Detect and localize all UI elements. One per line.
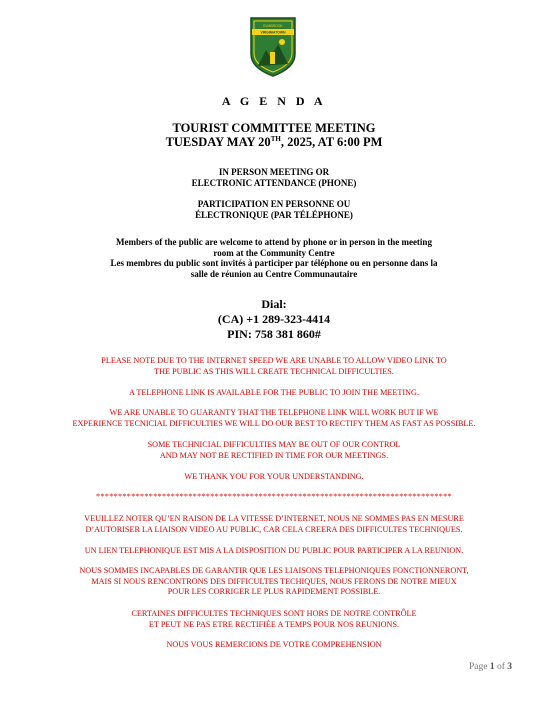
attendance-english: IN PERSON MEETING OR ELECTRONIC ATTENDANCE (PHONE) (191, 167, 357, 188)
notice-en-4: SOME TECHNICIAL DIFFICULTIES MAY BE OUT OF OUR CONTROL AND MAY NOT BE RECTIFIED IN TIME FOR OUR MEETINGS. (147, 440, 401, 460)
dial-in-info (0, 297, 548, 342)
notice-en-5: WE THANK YOU FOR YOUR UNDERSTANDING. (184, 472, 364, 481)
notice-fr-5: NOUS VOUS REMERCIONS DE VOTRE COMPREHENSION (166, 640, 382, 649)
attendance-french: PARTICIPATION EN PERSONNE OU ÉLECTRONIQUE (PAR TÉLÉPHONE) (195, 199, 353, 220)
meeting-date: TUESDAY MAY 20TH, 2025, AT 6:00 PM (165, 135, 383, 149)
dial-pin: PIN: 758 381 860# (227, 327, 321, 341)
page-number: Page 1 of 3 (468, 662, 512, 672)
notice-fr-1: VEUILLEZ NOTER QU’EN RAISON DE LA VITESSE D’INTERNET, NOUS NE SOMMES PAS EN MESURE D’AUTORISER LA LIAISON VIDEO AU PUBLIC, CAR CELA CREERA DES DIFFICULTES TECHNIQUES. (84, 514, 464, 534)
public-note: Members of the public are welcome to attend by phone or in person in the meeting room at the Community Centre Les membres du public sont invités à participer par téléphone ou en personne dans la salle de réunion au Centre Communautaire (110, 237, 438, 279)
meeting-title: TOURIST COMMITTEE MEETING (172, 121, 376, 135)
municipal-crest-logo (248, 16, 298, 78)
dial-number: (CA) +1 289-323-4414 (217, 312, 331, 326)
notice-fr-3: NOUS SOMMES INCAPABLES DE GARANTIR QUE LES LIAISONS TELEPHONIQUES FONCTIONNERONT, MAIS SI NOUS RENCONTRONS DES DIFFICULTES TECHIQUES, NOUS FERONS DE NOTRE MIEUX POUR LES CORRIGER LE PLUS RAPIDEMENT POSSIBLE. (79, 566, 469, 596)
separator-line: ********************************************************************************* (96, 492, 452, 501)
notice-fr-2: UN LIEN TELEPHONIQUE EST MIS A LA DISPOSITION DU PUBLIC POUR PARTICIPER A LA REUNION. (84, 546, 464, 555)
crest-banner-text: VIRGINIATOWN (260, 30, 286, 35)
notice-en-1: PLEASE NOTE DUE TO THE INTERNET SPEED WE ARE UNABLE TO ALLOW VIDEO LINK TO THE PUBLIC AS THIS WILL CREATE TECHNICAL DIFFICULTIES. (101, 356, 447, 376)
notice-en-3: WE ARE UNABLE TO GUARANTY THAT THE TELEPHONE LINK WILL WORK BUT IF WE EXPERIENCE TECNICIAL DIFFICULTIES WE WILL DO OUR BEST TO RECTIFY THEM AS FAST AS POSSIBLE. (72, 408, 476, 428)
notice-en-2: A TELEPHONE LINK IS AVAILABLE FOR THE PUBLIC TO JOIN THE MEETING. (128, 388, 420, 397)
dial-label: Dial: (261, 297, 287, 311)
agenda-heading: A G E N D A (221, 94, 327, 108)
crest-top-text: ELMBROOK (263, 24, 283, 28)
notice-fr-4: CERTAINES DIFFICULTES TECHNIQUES SONT HORS DE NOTRE CONTRÔLE ET PEUT NE PAS ETRE RECTIFIÉE A TEMPS POUR NOS REUNIONS. (131, 609, 417, 629)
